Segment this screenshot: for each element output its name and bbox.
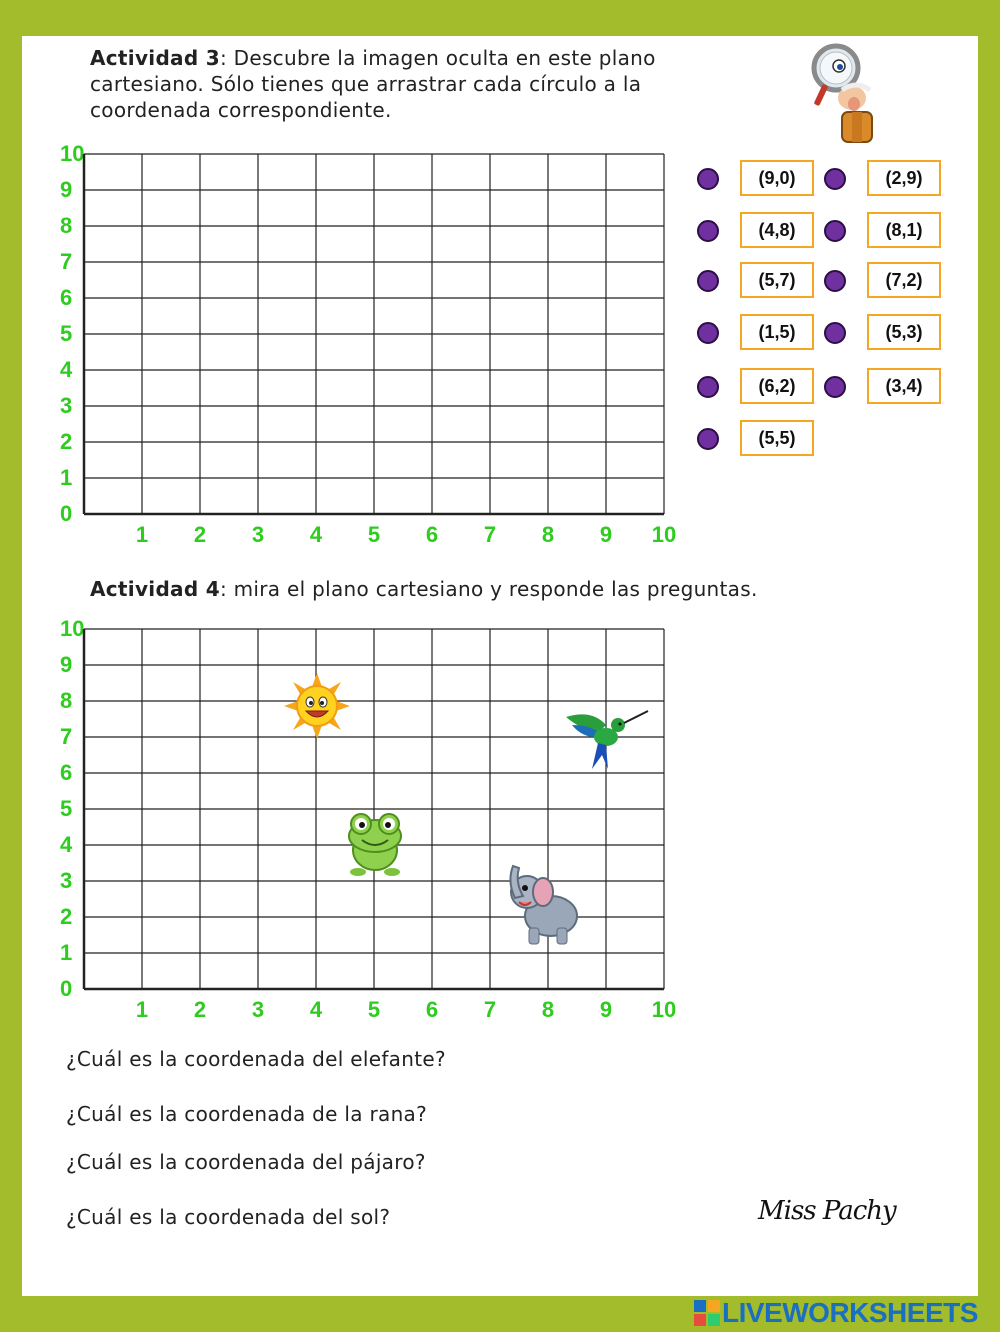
- question-sun: ¿Cuál es la coordenada del sol?: [66, 1205, 391, 1229]
- coordinate-box: (1,5): [740, 314, 814, 350]
- activity4-instructions: [90, 576, 758, 602]
- y-axis-tick-label: 4: [60, 832, 73, 857]
- x-axis-tick-label: 5: [367, 522, 381, 547]
- coordinate-box: (7,2): [867, 262, 941, 298]
- x-axis-tick-label: 9: [599, 522, 613, 547]
- coordinate-box: (2,9): [867, 160, 941, 196]
- x-axis-tick-label: 7: [483, 997, 497, 1022]
- x-axis-tick-label: 7: [483, 522, 497, 547]
- x-axis-tick-label: 6: [425, 522, 439, 547]
- liveworksheets-brand-text: LIVEWORKSHEETS: [722, 1297, 978, 1328]
- coordinate-box: (8,1): [867, 212, 941, 248]
- coordinate-box: (4,8): [740, 212, 814, 248]
- x-axis-tick-label: 1: [135, 522, 149, 547]
- activity4-text: : mira el plano cartesiano y responde las preguntas.: [219, 577, 758, 601]
- coordinate-box: (5,3): [867, 314, 941, 350]
- activity3-line3: coordenada correspondiente.: [90, 98, 392, 122]
- x-axis-tick-label: 3: [251, 997, 265, 1022]
- x-axis-tick-label: 10: [651, 522, 677, 547]
- y-axis-tick-label: 4: [60, 357, 73, 382]
- y-axis-tick-label: 7: [60, 724, 73, 749]
- activity3-line2: cartesiano. Sólo tienes que arrastrar cada círculo a la: [90, 72, 642, 96]
- x-axis-tick-label: 6: [425, 997, 439, 1022]
- y-axis-tick-label: 10: [60, 141, 85, 166]
- activity3-instructions: [90, 45, 656, 123]
- x-axis-tick-label: 2: [193, 997, 207, 1022]
- draggable-circle[interactable]: [824, 220, 846, 242]
- y-axis-tick-label: 10: [60, 616, 85, 641]
- coordinate-box: (9,0): [740, 160, 814, 196]
- draggable-circle[interactable]: [697, 168, 719, 190]
- activity3-line1: : Descubre la imagen oculta en este plano: [219, 46, 656, 70]
- draggable-circle[interactable]: [697, 220, 719, 242]
- y-axis-tick-label: 9: [60, 177, 73, 202]
- liveworksheets-blocks-icon: [692, 1298, 722, 1328]
- draggable-circle[interactable]: [824, 270, 846, 292]
- sun-icon: [284, 673, 350, 739]
- y-axis-tick-label: 7: [60, 249, 73, 274]
- y-axis-tick-label: 2: [60, 429, 73, 454]
- draggable-circle[interactable]: [697, 322, 719, 344]
- y-axis-tick-label: 1: [60, 465, 73, 490]
- y-axis-tick-label: 3: [60, 868, 73, 893]
- cartesian-grid-1[interactable]: [82, 152, 670, 520]
- draggable-circle[interactable]: [824, 376, 846, 398]
- coordinate-box: (6,2): [740, 368, 814, 404]
- draggable-circle[interactable]: [697, 428, 719, 450]
- y-axis-tick-label: 5: [60, 321, 73, 346]
- draggable-circle[interactable]: [824, 168, 846, 190]
- draggable-circle[interactable]: [697, 376, 719, 398]
- x-axis-tick-label: 4: [309, 522, 323, 547]
- x-axis-tick-label: 8: [541, 997, 555, 1022]
- coordinate-box: (3,4): [867, 368, 941, 404]
- y-axis-tick-label: 6: [60, 285, 73, 310]
- y-axis-tick-label: 9: [60, 652, 73, 677]
- question-bird: ¿Cuál es la coordenada del pájaro?: [66, 1150, 426, 1174]
- liveworksheets-logo[interactable]: [692, 1298, 978, 1328]
- y-axis-tick-label: 6: [60, 760, 73, 785]
- coordinate-box: (5,7): [740, 262, 814, 298]
- y-axis-tick-label: 8: [60, 688, 73, 713]
- x-axis-tick-label: 8: [541, 522, 555, 547]
- question-elephant: ¿Cuál es la coordenada del elefante?: [66, 1047, 446, 1071]
- y-axis-tick-label: 0: [60, 501, 73, 526]
- y-axis-tick-label: 5: [60, 796, 73, 821]
- x-axis-tick-label: 10: [651, 997, 677, 1022]
- elephant-icon: [505, 862, 581, 946]
- x-axis-tick-label: 3: [251, 522, 265, 547]
- y-axis-tick-label: 0: [60, 976, 73, 1001]
- activity3-label: Actividad 3: [90, 46, 220, 70]
- hummingbird-icon: [562, 703, 650, 771]
- draggable-circle[interactable]: [697, 270, 719, 292]
- x-axis-tick-label: 4: [309, 997, 323, 1022]
- frog-icon: [342, 808, 408, 878]
- detective-magnifier-icon: [806, 40, 884, 144]
- y-axis-tick-label: 2: [60, 904, 73, 929]
- activity4-label: Actividad 4: [90, 577, 220, 601]
- draggable-circle[interactable]: [824, 322, 846, 344]
- y-axis-tick-label: 1: [60, 940, 73, 965]
- x-axis-tick-label: 5: [367, 997, 381, 1022]
- x-axis-tick-label: 2: [193, 522, 207, 547]
- x-axis-tick-label: 1: [135, 997, 149, 1022]
- signature: Miss Pachy: [758, 1196, 896, 1226]
- coordinate-box: (5,5): [740, 420, 814, 456]
- y-axis-tick-label: 8: [60, 213, 73, 238]
- x-axis-tick-label: 9: [599, 997, 613, 1022]
- y-axis-tick-label: 3: [60, 393, 73, 418]
- question-frog: ¿Cuál es la coordenada de la rana?: [66, 1102, 428, 1126]
